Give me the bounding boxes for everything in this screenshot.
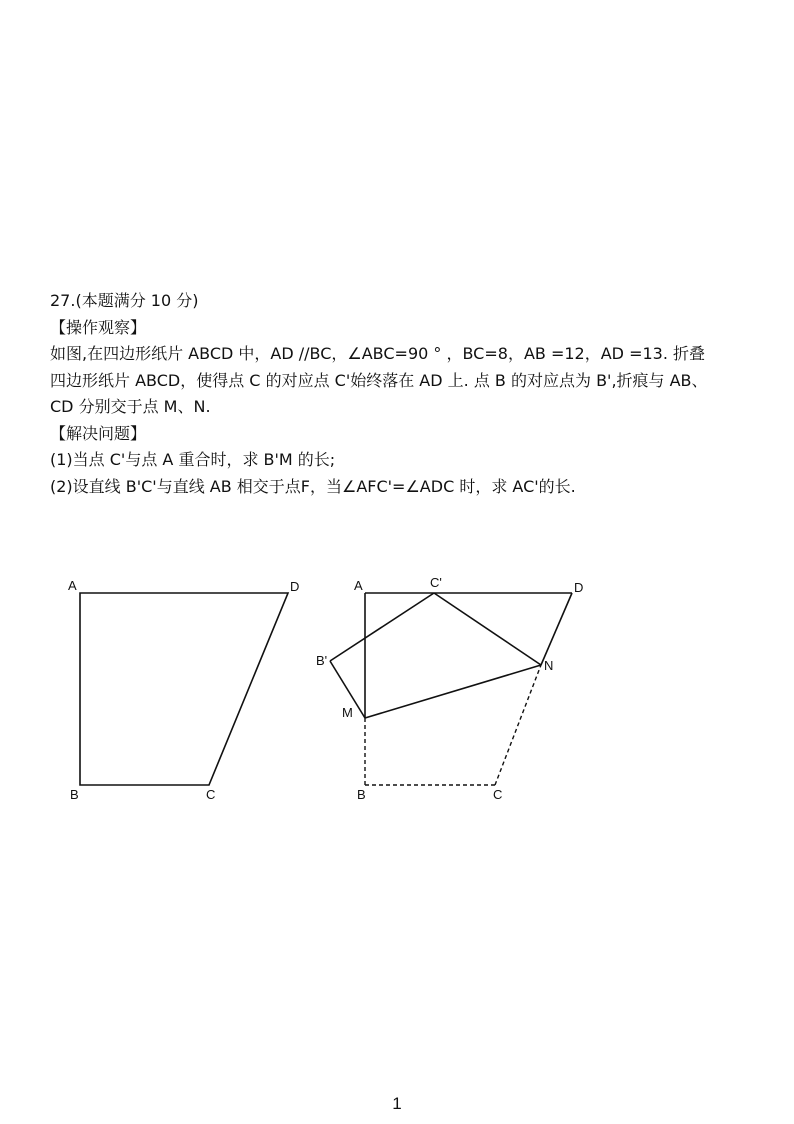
left-label-d: D bbox=[290, 579, 300, 594]
geometry-figures bbox=[0, 560, 794, 820]
figures bbox=[0, 560, 794, 820]
section-observe-heading: 【操作观察】 bbox=[50, 317, 147, 337]
segment-dn bbox=[541, 593, 572, 665]
right-label-b-prime: B' bbox=[316, 653, 328, 668]
right-label-c-prime: C' bbox=[430, 575, 442, 590]
segment-c-prime-n bbox=[434, 593, 541, 665]
page-number: 1 bbox=[392, 1094, 402, 1113]
section-solve-heading: 【解决问题】 bbox=[50, 423, 147, 443]
left-label-b: B bbox=[70, 787, 79, 802]
right-label-b: B bbox=[357, 787, 366, 802]
figure-left bbox=[68, 578, 299, 802]
right-label-m: M bbox=[342, 705, 353, 720]
right-label-n: N bbox=[544, 658, 554, 673]
quadrilateral-abcd bbox=[80, 593, 288, 785]
left-label-c: C bbox=[206, 787, 216, 802]
figure-right bbox=[316, 575, 583, 802]
question-2: (2)设直线 B'C'与直线 AB 相交于点F，当∠AFC'=∠ADC 时，求 AC'的长. bbox=[50, 476, 576, 496]
fold-line-mn bbox=[365, 665, 541, 718]
problem-body-line-2: 四边形纸片 ABCD，使得点 C 的对应点 C'始终落在 AD 上. 点 B 的对应点为 B',折痕与 AB、 bbox=[50, 370, 708, 390]
right-label-d: D bbox=[574, 580, 584, 595]
problem-body-line-1: 如图,在四边形纸片 ABCD 中，AD //BC，∠ABC=90 ° ，BC=8，AB =12，AD =13. 折叠 bbox=[50, 344, 706, 363]
right-label-a: A bbox=[354, 578, 363, 593]
problem-text bbox=[50, 288, 770, 500]
right-label-c: C bbox=[493, 787, 503, 802]
dashed-segment-cn bbox=[495, 665, 541, 785]
problem-heading: 27.(本题满分 10 分) bbox=[50, 291, 199, 310]
left-label-a: A bbox=[68, 578, 77, 593]
segment-b-prime-c-prime bbox=[330, 593, 434, 661]
question-1: (1)当点 C'与点 A 重合时，求 B'M 的长; bbox=[50, 450, 336, 469]
problem-body-line-3: CD 分别交于点 M、N. bbox=[50, 397, 211, 416]
